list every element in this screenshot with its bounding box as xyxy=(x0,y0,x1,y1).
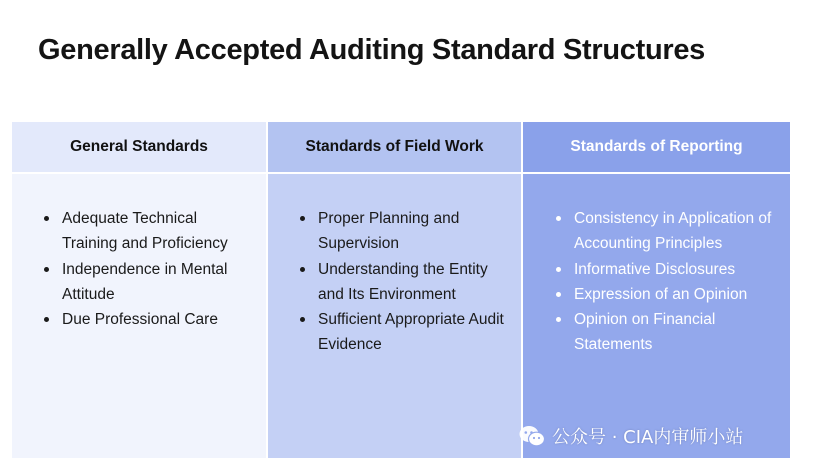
bullet-icon xyxy=(300,216,305,221)
page-title: Generally Accepted Auditing Standard Structures xyxy=(38,34,706,66)
list-item-text: Understanding the Entity and Its Environment xyxy=(318,260,488,303)
list-item xyxy=(298,206,507,257)
list-item xyxy=(298,257,507,308)
column-header: General Standards xyxy=(12,122,266,174)
wechat-icon xyxy=(518,424,546,448)
list-item xyxy=(42,307,252,332)
list-item xyxy=(42,206,252,257)
list-item xyxy=(554,307,782,358)
list-item-text: Expression of an Opinion xyxy=(574,285,748,303)
column-reporting xyxy=(521,122,790,458)
bullet-icon xyxy=(300,317,305,322)
list-item xyxy=(554,282,782,307)
watermark-text: 公众号 · CIA内审师小站 xyxy=(552,427,744,448)
list-item-text: Opinion on Financial Statements xyxy=(574,311,716,354)
list-item-text: Independence in Mental Attitude xyxy=(62,260,228,303)
list-item-text: Consistency in Application of Accounting Principles xyxy=(574,210,772,253)
item-list xyxy=(12,174,266,332)
list-item-text: Due Professional Care xyxy=(62,311,218,329)
column-general-standards xyxy=(12,122,266,458)
standards-table xyxy=(12,122,790,458)
column-header: Standards of Field Work xyxy=(268,122,521,174)
list-item-text: Proper Planning and Supervision xyxy=(318,210,460,253)
bullet-icon xyxy=(300,267,305,272)
list-item-text: Adequate Technical Training and Proficiency xyxy=(62,210,228,253)
list-item-text: Sufficient Appropriate Audit Evidence xyxy=(318,311,504,354)
bullet-icon xyxy=(44,317,49,322)
bullet-icon xyxy=(556,292,561,297)
list-item xyxy=(298,307,507,358)
bullet-icon xyxy=(44,216,49,221)
watermark xyxy=(518,423,743,449)
item-list xyxy=(268,174,521,358)
bullet-icon xyxy=(44,267,49,272)
bullet-icon xyxy=(556,267,561,272)
list-item-text: Informative Disclosures xyxy=(574,260,736,278)
list-item xyxy=(42,257,252,308)
item-list xyxy=(523,174,790,358)
column-field-work xyxy=(266,122,521,458)
bullet-icon xyxy=(556,317,561,322)
list-item xyxy=(554,206,782,257)
list-item xyxy=(554,257,782,282)
column-header: Standards of Reporting xyxy=(523,122,790,174)
bullet-icon xyxy=(556,216,561,221)
